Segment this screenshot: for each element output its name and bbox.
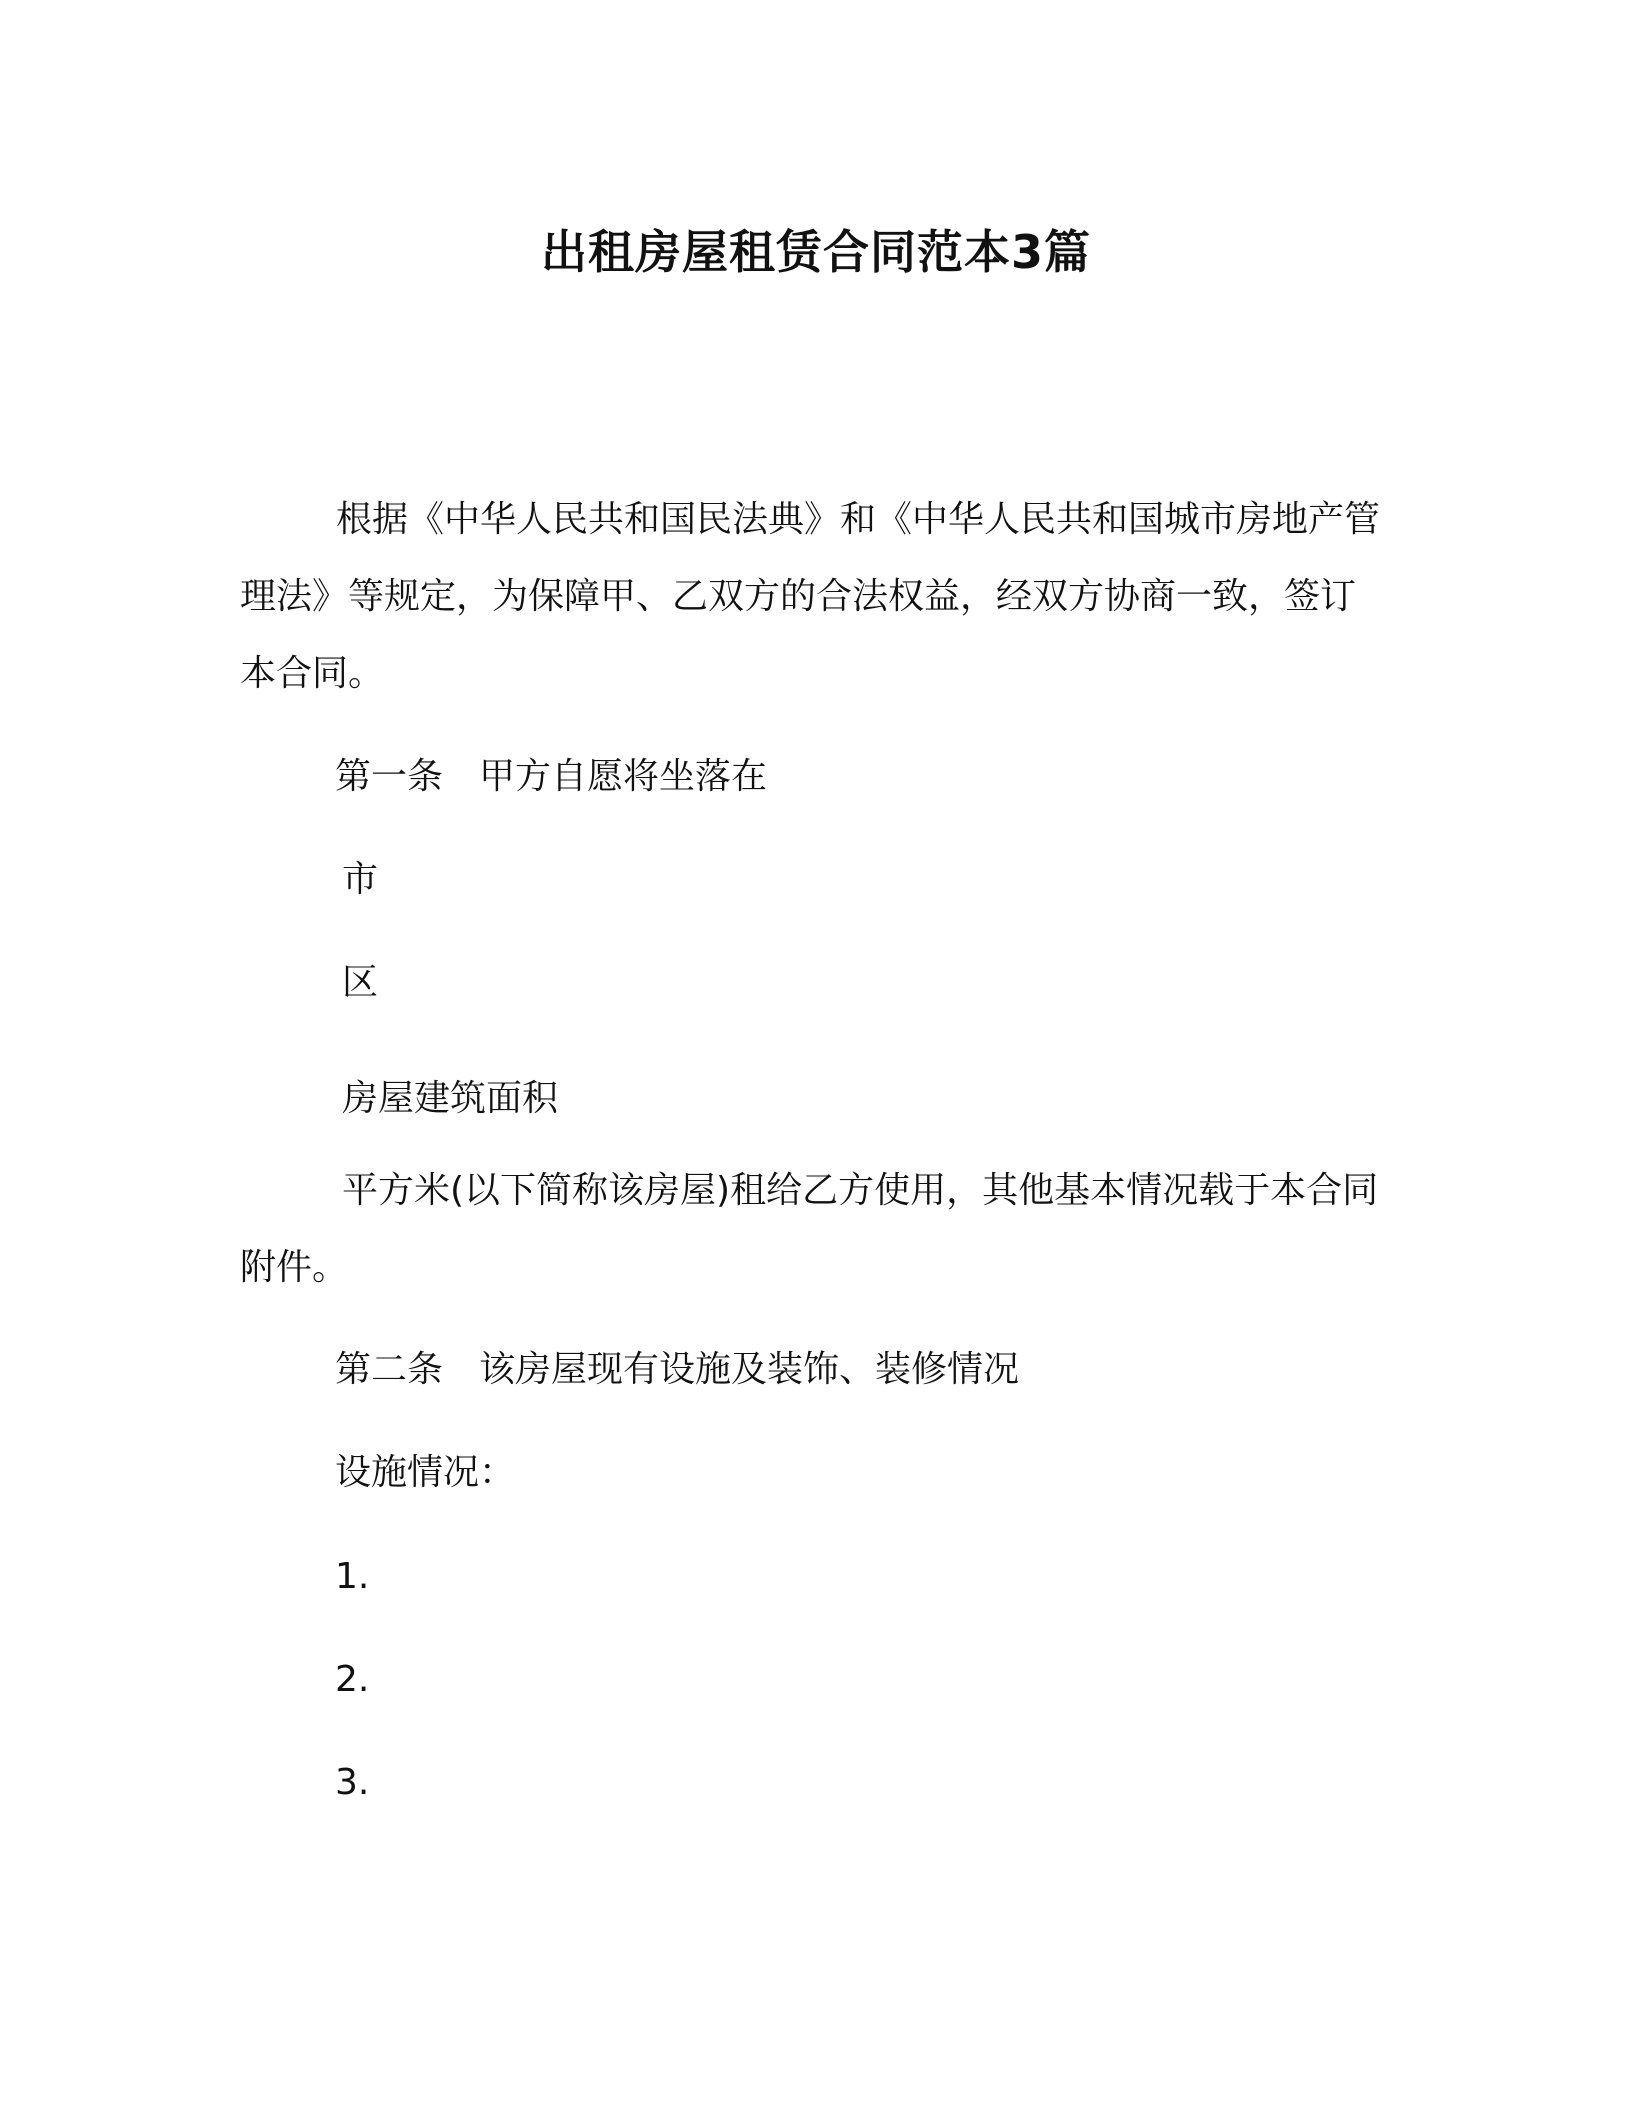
district-field-label: 区 bbox=[342, 962, 379, 1003]
list-item-3: 3. bbox=[335, 1762, 370, 1803]
list-item-1: 1. bbox=[335, 1556, 370, 1597]
article-2-heading: 第二条 该房屋现有设施及装饰、装修情况 bbox=[335, 1349, 1020, 1390]
list-item-2: 2. bbox=[335, 1659, 370, 1700]
facilities-label: 设施情况： bbox=[335, 1452, 516, 1493]
city-field-label: 市 bbox=[342, 859, 379, 900]
area-paragraph: 平方米(以下简称该房屋)租给乙方使用，其他基本情况载于本合同附件。 bbox=[240, 1170, 1379, 1288]
article-1-heading: 第一条 甲方自愿将坐落在 bbox=[335, 756, 768, 797]
document-title: 出租房屋租赁合同范本3篇 bbox=[540, 225, 1091, 279]
intro-paragraph: 根据《中华人民共和国民法典》和《中华人民共和国城市房地产管理法》等规定，为保障甲、乙双方的合法权益，经双方协商一致，签订本合同。 bbox=[240, 499, 1381, 694]
area-label: 房屋建筑面积 bbox=[342, 1078, 559, 1119]
